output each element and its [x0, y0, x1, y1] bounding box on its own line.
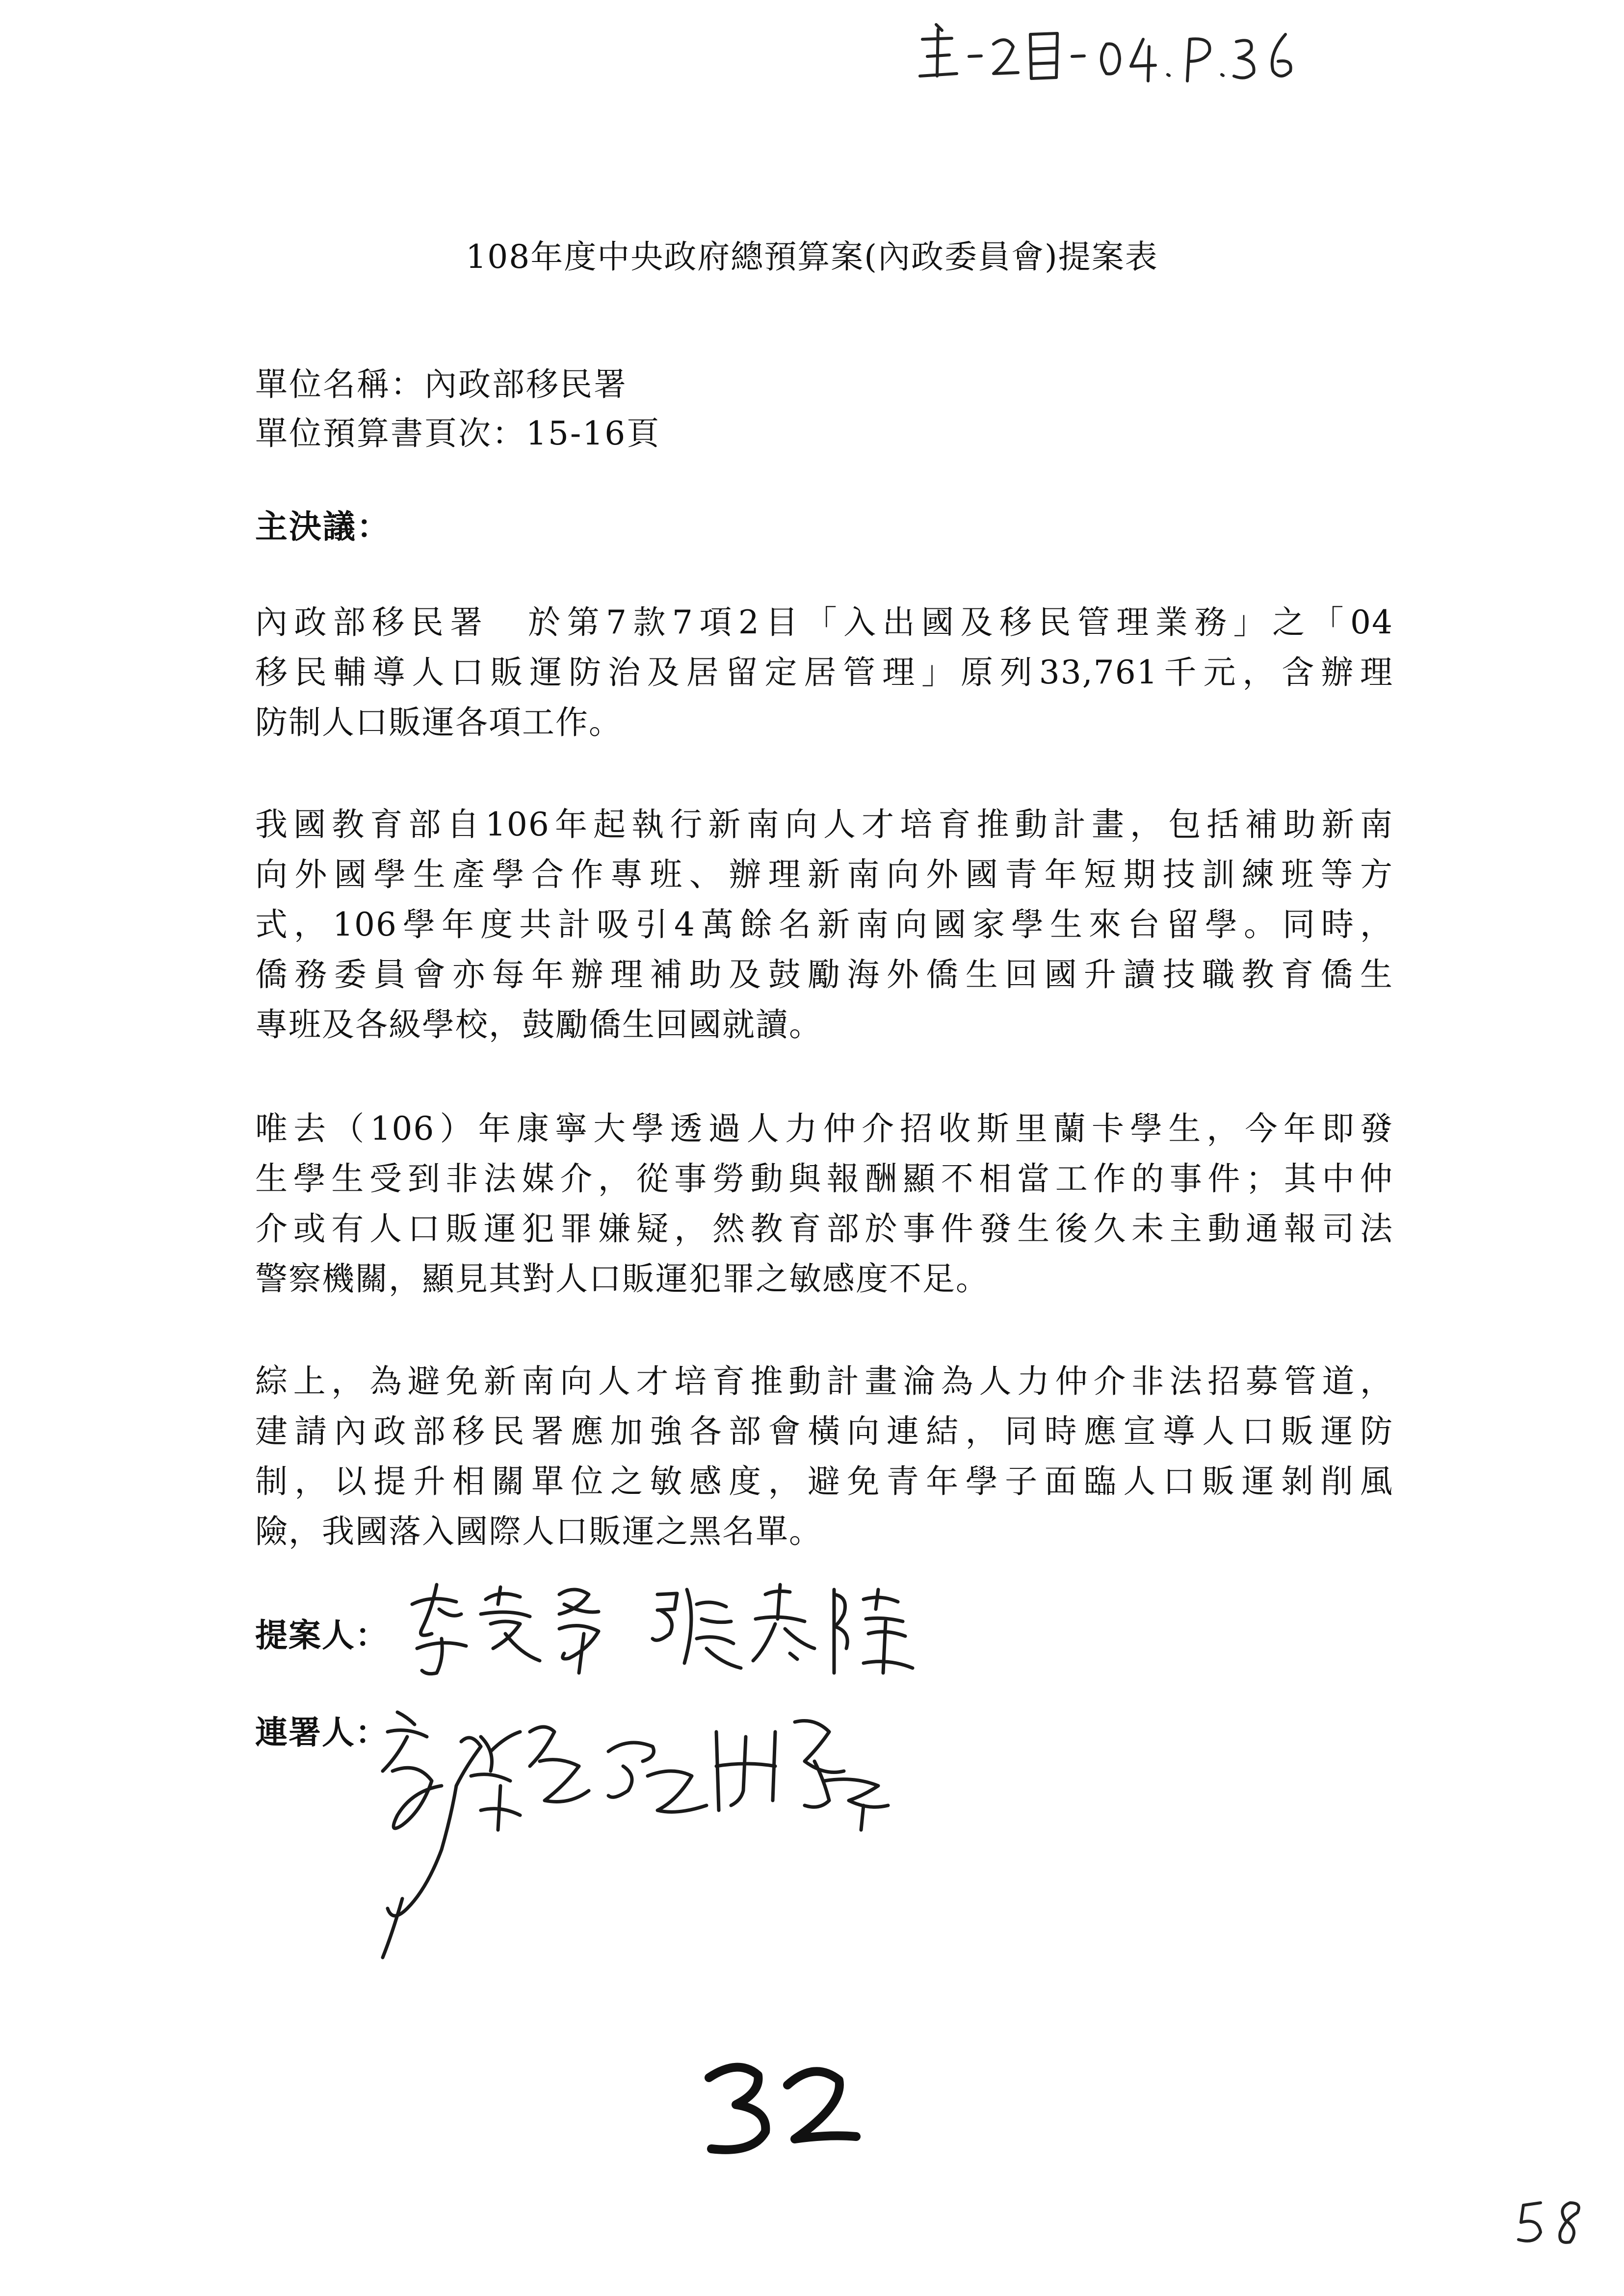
paragraph-line: 險，我國落入國際人口販運之黑名單。: [255, 1513, 822, 1550]
proposer-signatures: [402, 1575, 942, 1688]
proposer-signature-drawing: [402, 1575, 942, 1688]
document-title: 108年度中央政府總預算案(內政委員會)提案表: [466, 238, 1158, 276]
paragraph-line: 僑務委員會亦每年辦理補助及鼓勵海外僑生回國升讀技職教育僑生: [255, 956, 1393, 993]
paragraph-line: 向外國學生產學合作專班、辦理新南向外國青年短期技訓練班等方: [255, 856, 1393, 893]
handwritten-reference-drawing: [908, 20, 1349, 88]
handwritten-corner-mark-drawing: [1511, 2193, 1599, 2252]
paragraph-line: 移民輔導人口販運防治及居留定居管理」原列33,761千元，含辦理: [255, 653, 1393, 691]
unit-name: 單位名稱：內政部移民署: [255, 365, 628, 403]
paragraph-conclusion: [255, 1357, 1393, 1557]
proposer-label: 提案人：: [255, 1616, 389, 1654]
paragraph-line: 我國教育部自106年起執行新南向人才培育推動計畫，包括補助新南: [255, 806, 1393, 843]
paragraph-line: 唯去（106）年康寧大學透過人力仲介招收斯里蘭卡學生，今年即發: [255, 1110, 1393, 1148]
paragraph-line: 生學生受到非法媒介，從事勞動與報酬顯不相當工作的事件；其中仲: [255, 1160, 1393, 1198]
unit-budget-pages: 單位預算書頁次：15-16頁: [255, 415, 661, 452]
paragraph-line: 建請內政部移民署應加強各部會橫向連結，同時應宣導人口販運防: [255, 1412, 1393, 1450]
paragraph-line: 警察機關，顯見其對人口販運犯罪之敏感度不足。: [255, 1260, 989, 1298]
handwritten-reference-note: [908, 20, 1349, 88]
paragraph-line: 防制人口販運各項工作。: [255, 704, 622, 741]
paragraph-new-southbound: [255, 800, 1393, 1050]
cosigner-signature-drawing: [334, 1702, 1050, 1977]
main-resolution-label: 主決議：: [255, 507, 391, 546]
handwritten-corner-mark: [1511, 2193, 1599, 2252]
paragraph-line: 內政部移民署 於第7款7項2目「入出國及移民管理業務」之「04: [255, 603, 1393, 641]
handwritten-page-number-drawing: [697, 2051, 864, 2164]
handwritten-page-number: [697, 2051, 864, 2164]
cosigner-label: 連署人：: [255, 1713, 389, 1751]
paragraph-line: 式，106學年度共計吸引4萬餘名新南向國家學生來台留學。同時，: [255, 906, 1393, 943]
paragraph-line: 制，以提升相關單位之敏感度，避免青年學子面臨人口販運剝削風: [255, 1462, 1393, 1500]
paragraph-budget-item: [255, 598, 1393, 748]
paragraph-line: 專班及各級學校，鼓勵僑生回國就讀。: [255, 1006, 822, 1044]
paragraph-line: 綜上，為避免新南向人才培育推動計畫淪為人力仲介非法招募管道，: [255, 1362, 1393, 1400]
paragraph-kang-ning-case: [255, 1104, 1393, 1304]
paragraph-line: 介或有人口販運犯罪嫌疑，然教育部於事件發生後久未主動通報司法: [255, 1210, 1393, 1248]
cosigner-signatures: [334, 1702, 1050, 1977]
